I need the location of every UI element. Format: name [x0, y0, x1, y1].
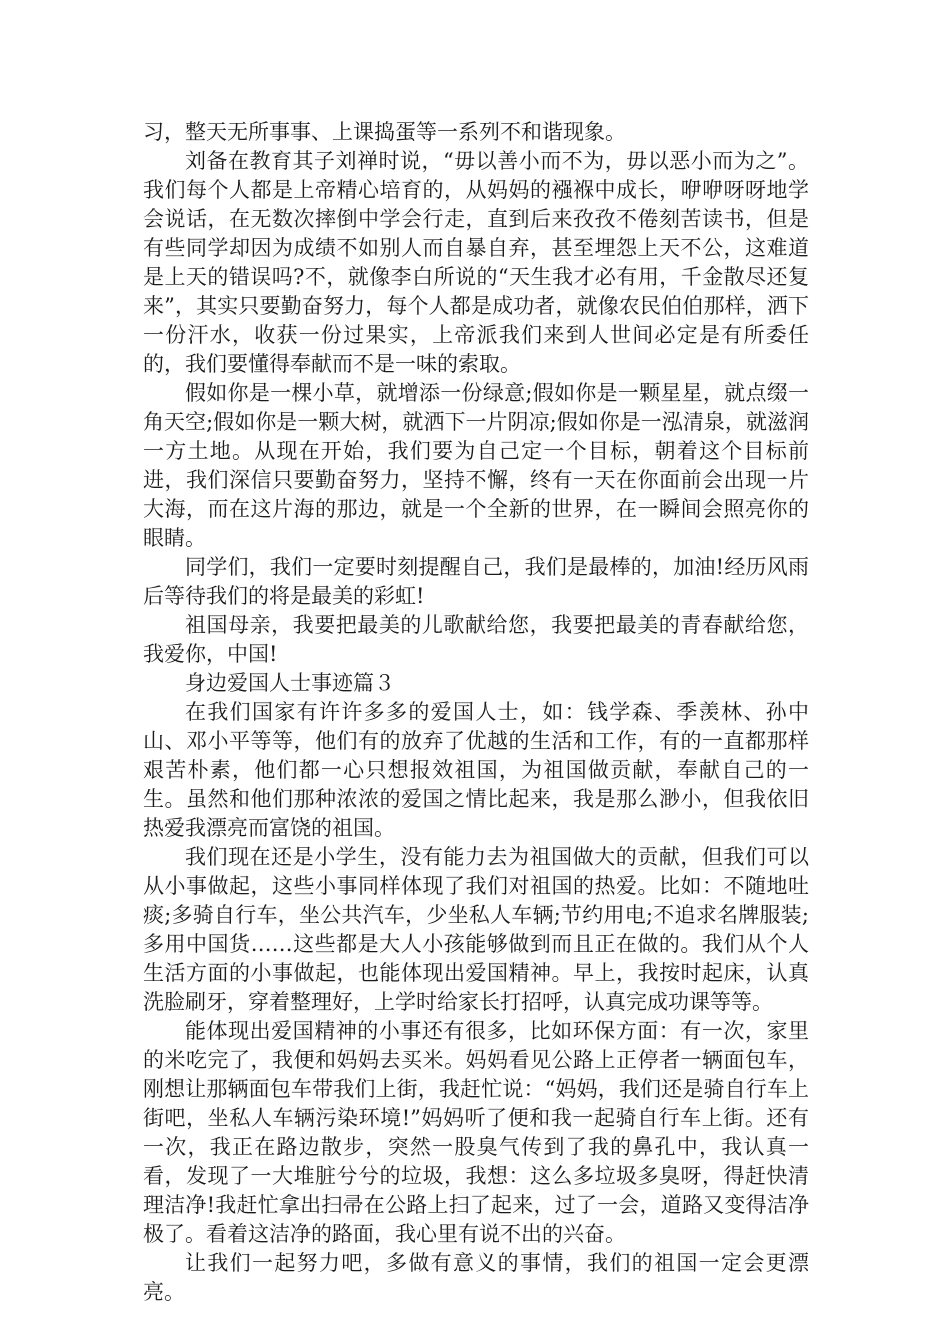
section-title: 身边爱国人士事迹篇３ [185, 671, 395, 695]
document-page [143, 118, 809, 1307]
paragraph-small-things: 我们现在还是小学生，没有能力去为祖国做大的贡献，但我们可以从小事做起，这些小事同样体现了我们对祖国的热爱。比如：不随地吐痰;多骑自行车，坐公共汽车，少坐私人车辆;节约用电;不追求名牌服装;多用中国货……这些都是大人小孩能够做到而且正在做的。我们从个人生活方面的小事做起，也能体现出爱国精神。早上，我按时起床，认真洗脸刷牙，穿着整理好，上学时给家长打招呼，认真完成功课等等。 [143, 845, 809, 1014]
paragraph-liu-bei: 刘备在教育其子刘禅时说，“毋以善小而不为，毋以恶小而为之”。我们每个人都是上帝精心培育的，从妈妈的襁褓中成长，咿咿呀呀地学会说话，在无数次摔倒中学会行走，直到后来孜孜不倦刻苦读书，但是有些同学却因为成绩不如别人而自暴自弃，甚至埋怨上天不公，这难道是上天的错误吗?不，就像李白所说的“天生我才必有用，千金散尽还复来”，其实只要勤奋努力，每个人都是成功者，就像农民伯伯那样，洒下一份汗水，收获一份过果实，上帝派我们来到人世间必定是有所委任的，我们要懂得奉献而不是一味的索取。 [143, 149, 809, 376]
paragraph-patriots: 在我们国家有许许多多的爱国人士，如：钱学森、季羡林、孙中山、邓小平等等，他们有的放弃了优越的生活和工作，有的一直都那样艰苦朴素，他们都一心只想报效祖国，为祖国做贡献，奉献自己的一生。虽然和他们那种浓浓的爱国之情比起来，我是那么渺小，但我依旧热爱我漂亮而富饶的祖国。 [143, 700, 809, 840]
paragraph-environment: 能体现出爱国精神的小事还有很多，比如环保方面：有一次，家里的米吃完了，我便和妈妈去买米。妈妈看见公路上正停者一辆面包车，刚想让那辆面包车带我们上街，我赶忙说：“妈妈，我们还是骑自行车上街吧，坐私人车辆污染环境!”妈妈听了便和我一起骑自行车上街。还有一次，我正在路边散步，突然一股臭气传到了我的鼻孔中，我认真一看，发现了一大堆脏兮兮的垃圾，我想：这么多垃圾多臭呀，得赶快清理洁净!我赶忙拿出扫帚在公路上扫了起来，过了一会，道路又变得洁净极了。看着这洁净的路面，我心里有说不出的兴奋。 [143, 1019, 809, 1246]
paragraph-little-grass: 假如你是一棵小草，就增添一份绿意;假如你是一颗星星，就点缀一角天空;假如你是一颗大树，就洒下一片阴凉;假如你是一泓清泉，就滋润一方土地。从现在开始，我们要为自己定一个目标，朝着这个目标前进，我们深信只要勤奋努力，坚持不懈，终有一天在你面前会出现一片大海，而在这片海的那边，就是一个全新的世界，在一瞬间会照亮你的眼睛。 [143, 381, 809, 550]
paragraph-conclusion: 让我们一起努力吧，多做有意义的事情，我们的祖国一定会更漂亮。 [143, 1251, 809, 1304]
paragraph-continuation: 习，整天无所事事、上课捣蛋等一系列不和谐现象。 [143, 120, 626, 144]
paragraph-classmates: 同学们，我们一定要时刻提醒自己，我们是最棒的，加油!经历风雨后等待我们的将是最美的彩虹! [143, 555, 809, 608]
paragraph-motherland: 祖国母亲，我要把最美的儿歌献给您，我要把最美的青春献给您，我爱你，中国! [143, 613, 809, 666]
